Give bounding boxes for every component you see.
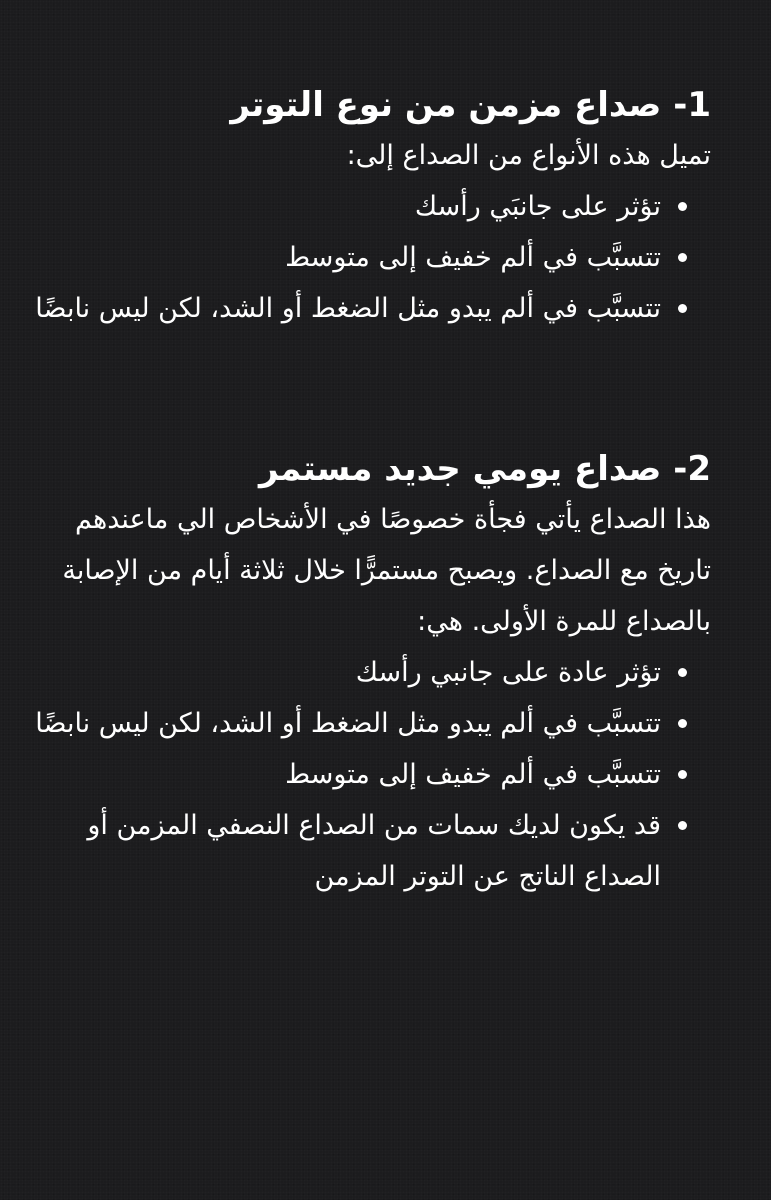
list-item [30, 800, 711, 902]
list-item-text: قد يكون لديك سمات من الصداع النصفي المزمن أو الصداع الناتج عن التوتر المزمن [87, 810, 661, 892]
list-item-text: تتسبَّب في ألم خفيف إلى متوسط [285, 759, 661, 790]
list-item [30, 283, 711, 334]
list-item [30, 749, 711, 800]
section-intro: تميل هذه الأنواع من الصداع إلى: [346, 140, 711, 171]
bullet-list [30, 647, 711, 902]
bullet-dot-icon [678, 770, 687, 779]
section-title: 1- صداع مزمن من نوع التوتر [230, 85, 711, 125]
bullet-dot-icon [678, 668, 687, 677]
list-item-text: تتسبَّب في ألم خفيف إلى متوسط [285, 242, 661, 273]
section-chronic-tension-headache [30, 0, 711, 334]
bullet-dot-icon [678, 253, 687, 262]
list-item-text: تتسبَّب في ألم يبدو مثل الضغط أو الشد، لكن ليس نابضًا [35, 293, 661, 324]
list-item [30, 647, 711, 698]
bullet-dot-icon [678, 719, 687, 728]
section-title: 2- صداع يومي جديد مستمر [258, 449, 711, 489]
bullet-dot-icon [678, 821, 687, 830]
bullet-dot-icon [678, 304, 687, 313]
list-item [30, 232, 711, 283]
list-item-text: تؤثر على جانبَي رأسك [414, 191, 661, 222]
list-item [30, 698, 711, 749]
list-item-text: تتسبَّب في ألم يبدو مثل الضغط أو الشد، لكن ليس نابضًا [35, 708, 661, 739]
list-item-text: تؤثر عادة على جانبي رأسك [355, 657, 661, 688]
bullet-list [30, 181, 711, 334]
list-item [30, 181, 711, 232]
section-intro: هذا الصداع يأتي فجأة خصوصًا في الأشخاص الي ماعندهم تاريخ مع الصداع. ويصبح مستمرًّا خلال ثلاثة أيام من الإصابة بالصداع للمرة الأولى. هي: [62, 504, 711, 637]
section-new-daily-persistent-headache [30, 334, 711, 902]
bullet-dot-icon [678, 202, 687, 211]
